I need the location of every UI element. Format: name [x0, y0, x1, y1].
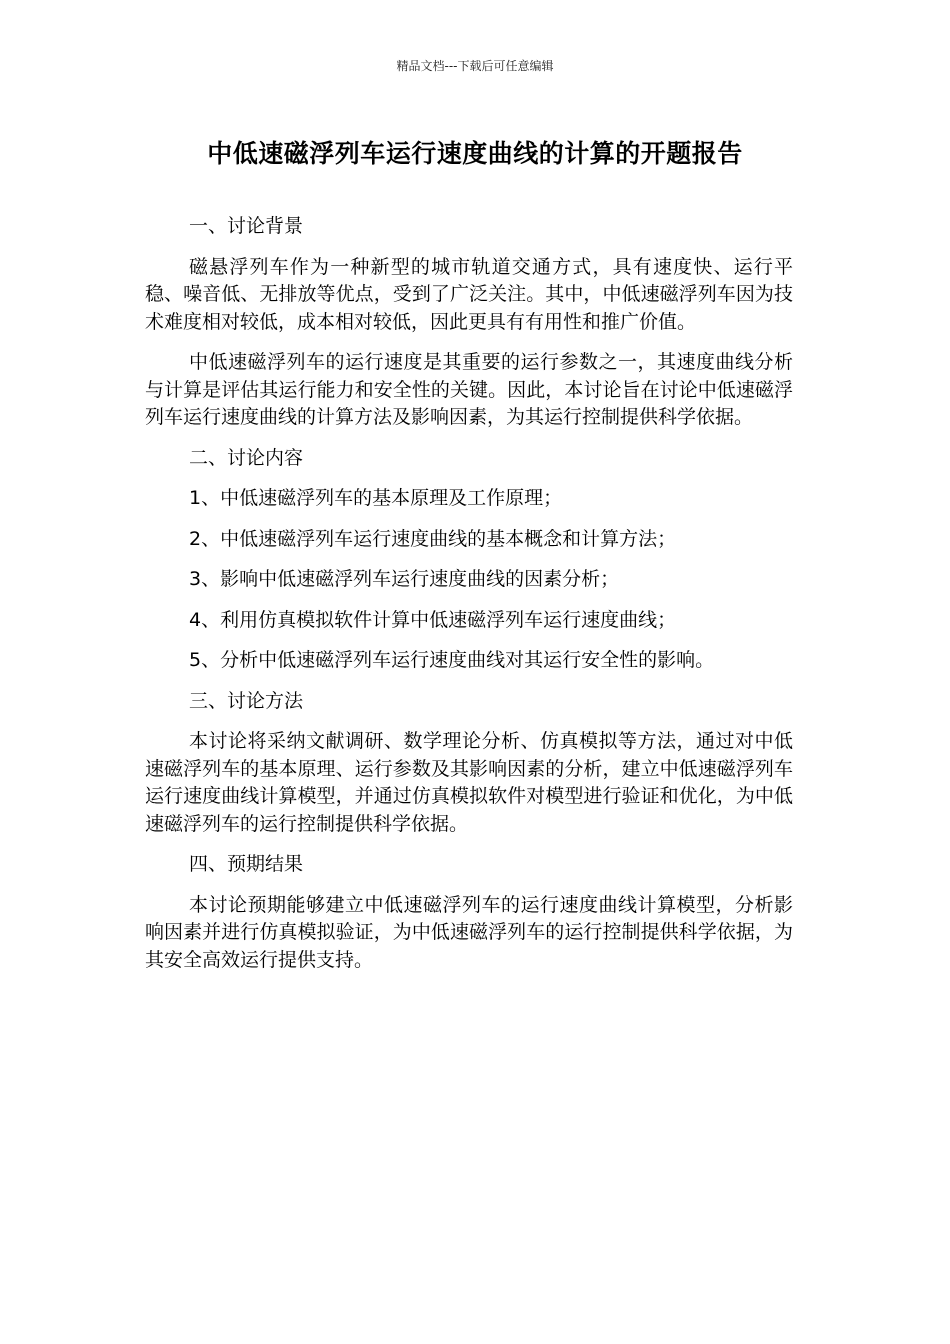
section-heading-results: 四、预期结果 [189, 853, 304, 875]
method-paragraph: 本讨论将采纳文献调研、数学理论分析、仿真模拟等方法，通过对中低速磁浮列车的基本原理、运行参数及其影响因素的分析，建立中低速磁浮列车运行速度曲线计算模型，并通过仿真模拟软件对模型进行验证和优化，为中低速磁浮列车的运行控制提供科学依据。 [145, 730, 793, 835]
section-heading-content: 二、讨论内容 [189, 446, 304, 469]
document-body [145, 213, 793, 987]
content-list-item: 2、中低速磁浮列车运行速度曲线的基本概念和计算方法； [189, 527, 677, 550]
document-title: 中低速磁浮列车运行速度曲线的计算的开题报告 [207, 139, 743, 168]
background-paragraph-2: 中低速磁浮列车的运行速度是其重要的运行参数之一，其速度曲线分析与计算是评估其运行能力和安全性的关键。因此，本讨论旨在讨论中低速磁浮列车运行速度曲线的计算方法及影响因素，为其运行控制提供科学依据。 [145, 351, 793, 428]
results-paragraph: 本讨论预期能够建立中低速磁浮列车的运行速度曲线计算模型，分析影响因素并进行仿真模拟验证，为中低速磁浮列车的运行控制提供科学依据，为其安全高效运行提供支持。 [145, 893, 793, 971]
content-list-item: 1、中低速磁浮列车的基本原理及工作原理； [189, 487, 563, 509]
section-heading-background: 一、讨论背景 [189, 215, 304, 237]
content-list-item: 3、影响中低速磁浮列车运行速度曲线的因素分析； [189, 568, 620, 590]
content-list-item: 4、利用仿真模拟软件计算中低速磁浮列车运行速度曲线； [189, 608, 677, 631]
header-note: 精品文档---下载后可任意编辑 [396, 59, 554, 73]
background-paragraph-1: 磁悬浮列车作为一种新型的城市轨道交通方式，具有速度快、运行平稳、噪音低、无排放等优点，受到了广泛关注。其中，中低速磁浮列车因为技术难度相对较低，成本相对较低，因此更具有有用性和推广价值。 [145, 255, 793, 333]
content-list-item: 5、分析中低速磁浮列车运行速度曲线对其运行安全性的影响。 [189, 649, 715, 671]
section-heading-method: 三、讨论方法 [189, 689, 304, 712]
